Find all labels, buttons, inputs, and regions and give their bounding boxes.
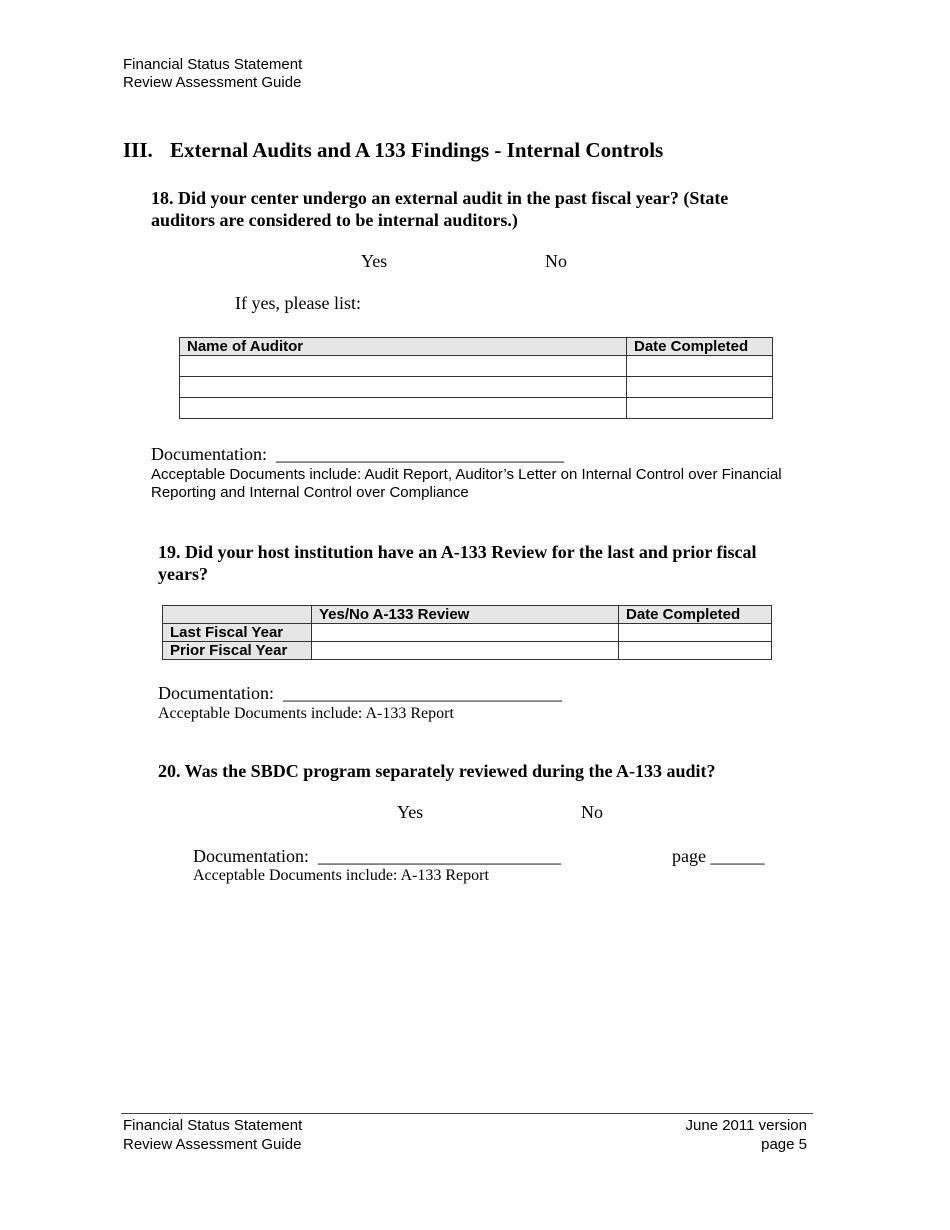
- q18-if-yes-label: If yes, please list:: [235, 293, 361, 313]
- a133-blank-header: [163, 606, 312, 624]
- footer-right: [600, 1116, 807, 1154]
- footer-page-number: page 5: [761, 1136, 807, 1153]
- auditor-name-cell[interactable]: [180, 377, 627, 398]
- auditor-name-cell[interactable]: [180, 398, 627, 419]
- footer-version: June 2011 version: [685, 1117, 807, 1134]
- footer-left: [123, 1116, 302, 1154]
- last-fiscal-year-date-cell[interactable]: [619, 624, 772, 642]
- q20-yes-option[interactable]: Yes: [397, 802, 424, 822]
- question-19-line-1: 19. Did your host institution have an A-133 Review for the last and prior fiscal: [158, 542, 757, 562]
- header-line-1: Financial Status Statement: [123, 56, 303, 73]
- prior-fiscal-year-date-cell[interactable]: [619, 642, 772, 660]
- footer-left-line-2: Review Assessment Guide: [123, 1136, 302, 1153]
- q18-acceptable-line-2: Reporting and Internal Control over Compliance: [151, 484, 469, 501]
- q20-page-field[interactable]: page ______: [672, 846, 765, 866]
- section-title-text: External Audits and A 133 Findings - Internal Controls: [170, 138, 664, 162]
- q18-yes-option[interactable]: Yes: [361, 251, 388, 271]
- header-line-2: Review Assessment Guide: [123, 74, 302, 91]
- q20-acceptable-documents: Acceptable Documents include: A-133 Report: [193, 867, 489, 884]
- auditor-name-header: Name of Auditor: [180, 338, 627, 356]
- table-row: [180, 377, 773, 398]
- page-header: [123, 56, 302, 92]
- table-row: [163, 624, 772, 642]
- question-19-line-2: years?: [158, 564, 208, 584]
- auditor-date-cell[interactable]: [627, 398, 773, 419]
- table-row: [180, 398, 773, 419]
- auditor-date-header: Date Completed: [627, 338, 773, 356]
- q19-acceptable-documents: Acceptable Documents include: A-133 Report: [158, 705, 454, 722]
- footer-left-line-1: Financial Status Statement: [123, 1117, 303, 1134]
- q18-acceptable-documents: [151, 466, 782, 502]
- question-20: 20. Was the SBDC program separately reviewed during the A-133 audit?: [158, 761, 716, 781]
- footer-divider: [121, 1113, 813, 1114]
- a133-review-table: [162, 605, 772, 660]
- prior-fiscal-year-label: Prior Fiscal Year: [163, 642, 312, 660]
- question-18-line-2: auditors are considered to be internal auditors.): [151, 210, 518, 230]
- section-title: [123, 138, 663, 163]
- question-18-line-1: 18. Did your center undergo an external audit in the past fiscal year? (State: [151, 188, 729, 208]
- auditor-date-cell[interactable]: [627, 377, 773, 398]
- q18-documentation-field[interactable]: Documentation: ________________________________: [151, 444, 564, 464]
- q20-no-option[interactable]: No: [581, 802, 603, 822]
- last-fiscal-year-label: Last Fiscal Year: [163, 624, 312, 642]
- q19-documentation-field[interactable]: Documentation: _______________________________: [158, 683, 562, 703]
- q20-documentation-field[interactable]: Documentation: ___________________________: [193, 846, 561, 866]
- last-fiscal-year-review-cell[interactable]: [312, 624, 619, 642]
- a133-review-header: Yes/No A-133 Review: [312, 606, 619, 624]
- auditor-table: [179, 337, 773, 419]
- table-row: [180, 356, 773, 377]
- a133-date-header: Date Completed: [619, 606, 772, 624]
- auditor-date-cell[interactable]: [627, 356, 773, 377]
- question-18: [151, 187, 728, 231]
- section-number: III.: [123, 138, 153, 162]
- question-19: [158, 541, 757, 585]
- q18-no-option[interactable]: No: [545, 251, 567, 271]
- prior-fiscal-year-review-cell[interactable]: [312, 642, 619, 660]
- auditor-name-cell[interactable]: [180, 356, 627, 377]
- table-row: [163, 642, 772, 660]
- q18-acceptable-line-1: Acceptable Documents include: Audit Report, Auditor’s Letter on Internal Control over Financial: [151, 466, 782, 483]
